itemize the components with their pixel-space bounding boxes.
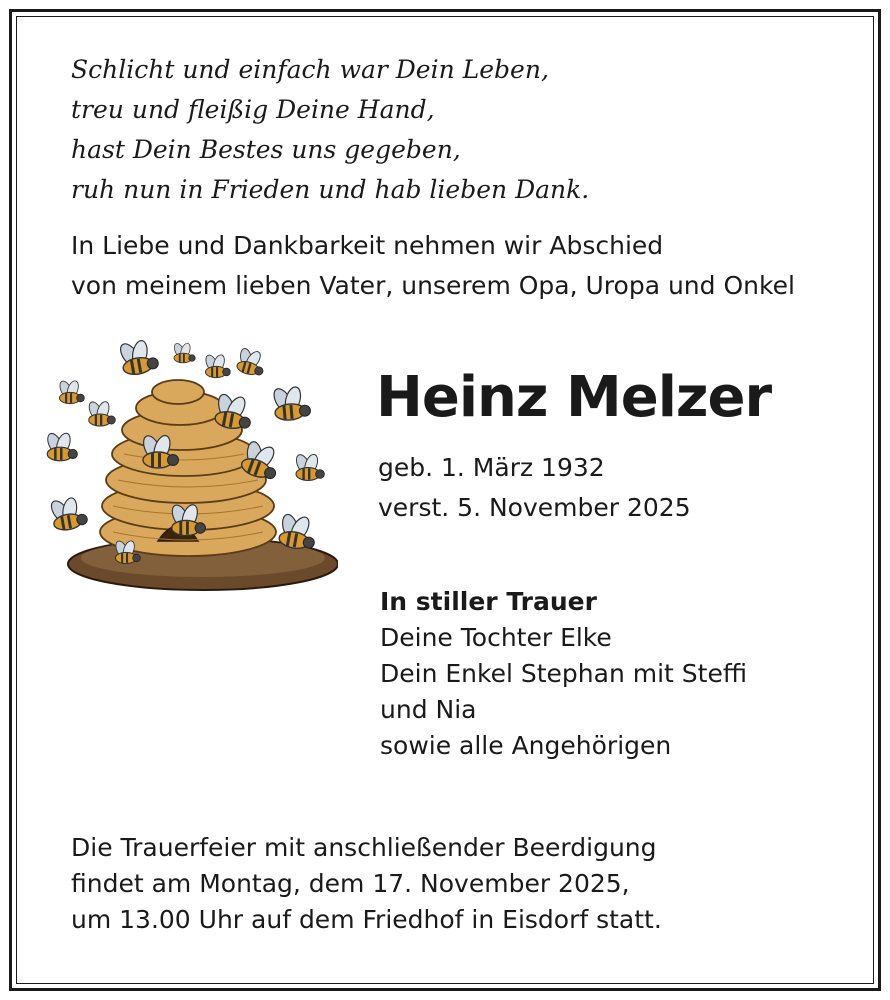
poem-line: treu und fleißig Deine Hand,	[71, 95, 435, 124]
life-dates	[378, 448, 691, 528]
beehive-icon	[38, 336, 338, 598]
poem-line: Schlicht und einfach war Dein Leben,	[71, 55, 549, 84]
mourners-block	[380, 584, 747, 764]
service-line: um 13.00 Uhr auf dem Friedhof in Eisdorf statt.	[71, 905, 662, 934]
deceased-name: Heinz Melzer	[376, 365, 772, 430]
mourner-line: Dein Enkel Stephan mit Steffi	[380, 659, 748, 688]
service-line: findet am Montag, dem 17. November 2025,	[71, 869, 630, 898]
funeral-service-info	[71, 830, 662, 938]
farewell-intro	[71, 226, 795, 306]
mourner-line: Deine Tochter Elke	[380, 623, 612, 652]
birth-date: geb. 1. März 1932	[378, 453, 605, 482]
mourning-heading: In stiller Trauer	[380, 587, 597, 616]
death-date: verst. 5. November 2025	[378, 493, 691, 522]
mourner-line: und Nia	[380, 695, 477, 724]
poem	[71, 50, 589, 210]
poem-line: hast Dein Bestes uns gegeben,	[71, 135, 461, 164]
poem-line: ruh nun in Frieden und hab lieben Dank.	[71, 175, 590, 204]
mourner-line: sowie alle Angehörigen	[380, 731, 672, 760]
service-line: Die Trauerfeier mit anschließender Beerdigung	[71, 833, 657, 862]
intro-line: von meinem lieben Vater, unserem Opa, Uropa und Onkel	[71, 271, 795, 300]
intro-line: In Liebe und Dankbarkeit nehmen wir Abschied	[71, 231, 664, 260]
